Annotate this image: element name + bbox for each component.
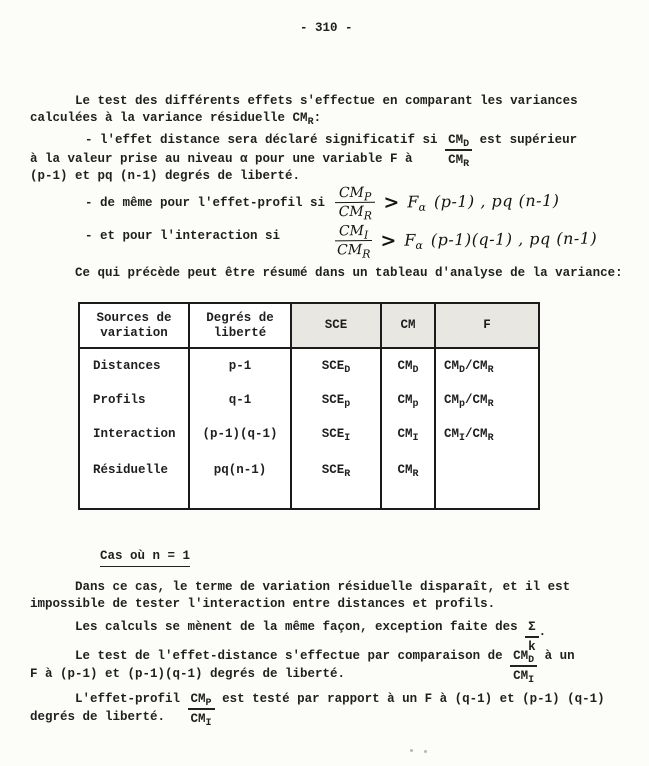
n1-profil-line-1: L'effet-profil $\frac{CM_P}{CM_I}$ est testé par rapport à un F à (q-1) et (p-1) (q-1): [75, 692, 605, 730]
header-sources-de-variation: Sources de variation: [80, 304, 188, 349]
scan-speck: [410, 749, 413, 752]
table-row-profils-f: $CM_p/CM_R$: [434, 383, 538, 417]
table-row-profils-df: q-1: [188, 383, 290, 417]
header-cm: CM: [380, 304, 434, 349]
table-row-profils-sce: $SCE_p$: [290, 383, 380, 417]
intro-line-1: Le test des différents effets s'effectue en comparant les variances: [75, 94, 578, 108]
handwritten-formula-interaction: $\frac{CM_I}{CM_R}$ > $F_\alpha$ (p-1)(q-1) , pq (n-1): [335, 221, 598, 259]
bullet-profil-label: - de même pour l'effet-profil si: [85, 196, 326, 210]
table-row-residuelle-cm: $CM_R$: [380, 451, 434, 508]
n1-profil-line-2: degrés de liberté.: [30, 710, 166, 724]
fraction-cmd-over-cmi: $\frac{CM_D}{CM_I}$: [510, 649, 537, 684]
scan-speck: [424, 750, 427, 753]
summary-line: Ce qui précède peut être résumé dans un tableau d'analyse de la variance:: [75, 266, 623, 280]
page-number: - 310 -: [300, 21, 353, 35]
fraction-cmi-over-cmr-handwritten: $\frac{CM_I}{CM_R}$: [335, 223, 373, 258]
table-row-profils-source: Profils: [93, 392, 146, 407]
table-row-distances-df: p-1: [188, 349, 290, 383]
n1-distance-line-2: F à (p-1) et (p-1)(q-1) degrés de liberté.: [30, 667, 346, 681]
fraction-sigma-over-k: $\frac{\Sigma}{k}$: [525, 620, 539, 655]
table-row-interaction-f: $CM_I/CM_R$: [434, 417, 538, 451]
intro-line-2: calculées à la variance résiduelle $CM_R$:: [30, 111, 322, 129]
header-degres-de-liberte: Degrés de liberté: [188, 304, 290, 349]
table-row-residuelle-f: [434, 451, 538, 508]
n1-para-line-2: impossible de tester l'interaction entre distances et profils.: [30, 597, 496, 611]
bullet-distance-line-1: - l'effet distance sera déclaré significatif si $\frac{CM_D}{CM_R}$ est supérieur: [85, 133, 578, 171]
fraction-cmp-over-cmi: $\frac{CM_P}{CM_I}$: [188, 692, 215, 727]
fraction-cmd-over-cmr: $\frac{CM_D}{CM_R}$: [445, 133, 472, 168]
bullet-distance-line-3: (p-1) et pq (n-1) degrés de liberté.: [30, 169, 301, 183]
table-row-interaction-source: Interaction: [93, 426, 176, 441]
header-f: F: [434, 304, 538, 349]
section-heading-cas-n-1: Cas où n = 1: [100, 549, 190, 567]
table-row-residuelle-sce: $SCE_R$: [290, 451, 380, 508]
fraction-cmp-over-cmr-handwritten: $\frac{CM_P}{CM_R}$: [335, 185, 376, 220]
table-row-interaction-df: (p-1)(q-1): [188, 417, 290, 451]
header-sce: SCE: [290, 304, 380, 349]
table-row-profils-cm: $CM_p$: [380, 383, 434, 417]
table-row-distances-sce: $SCE_D$: [290, 349, 380, 383]
table-row-residuelle-source: Résiduelle: [93, 463, 169, 477]
n1-distance-line-1: Le test de l'effet-distance s'effectue par comparaison de $\frac{CM_D}{CM_I}$ à un: [75, 649, 575, 687]
bullet-interaction-label: - et pour l'interaction si: [85, 229, 281, 243]
table-row-distances-f: $CM_D/CM_R$: [434, 349, 538, 383]
table-row-distances-source: Distances: [93, 358, 161, 373]
handwritten-formula-profil: $\frac{CM_P}{CM_R}$ > $F_\alpha$ (p-1) , pq (n-1): [335, 183, 560, 220]
table-row-distances-cm: $CM_D$: [380, 349, 434, 383]
table-row-interaction-cm: $CM_I$: [380, 417, 434, 451]
table-row-residuelle-df: pq(n-1): [188, 451, 290, 508]
bullet-distance-line-2: à la valeur prise au niveau α pour une variable F à: [30, 152, 413, 166]
table-row-interaction-sce: $SCE_I$: [290, 417, 380, 451]
n1-calculs-line: Les calculs se mènent de la même façon, exception faite des $\frac{\Sigma}{k}$ .: [75, 620, 547, 654]
anova-table: [78, 302, 540, 510]
n1-para-line-1: Dans ce cas, le terme de variation résiduelle disparaît, et il est: [75, 580, 571, 594]
